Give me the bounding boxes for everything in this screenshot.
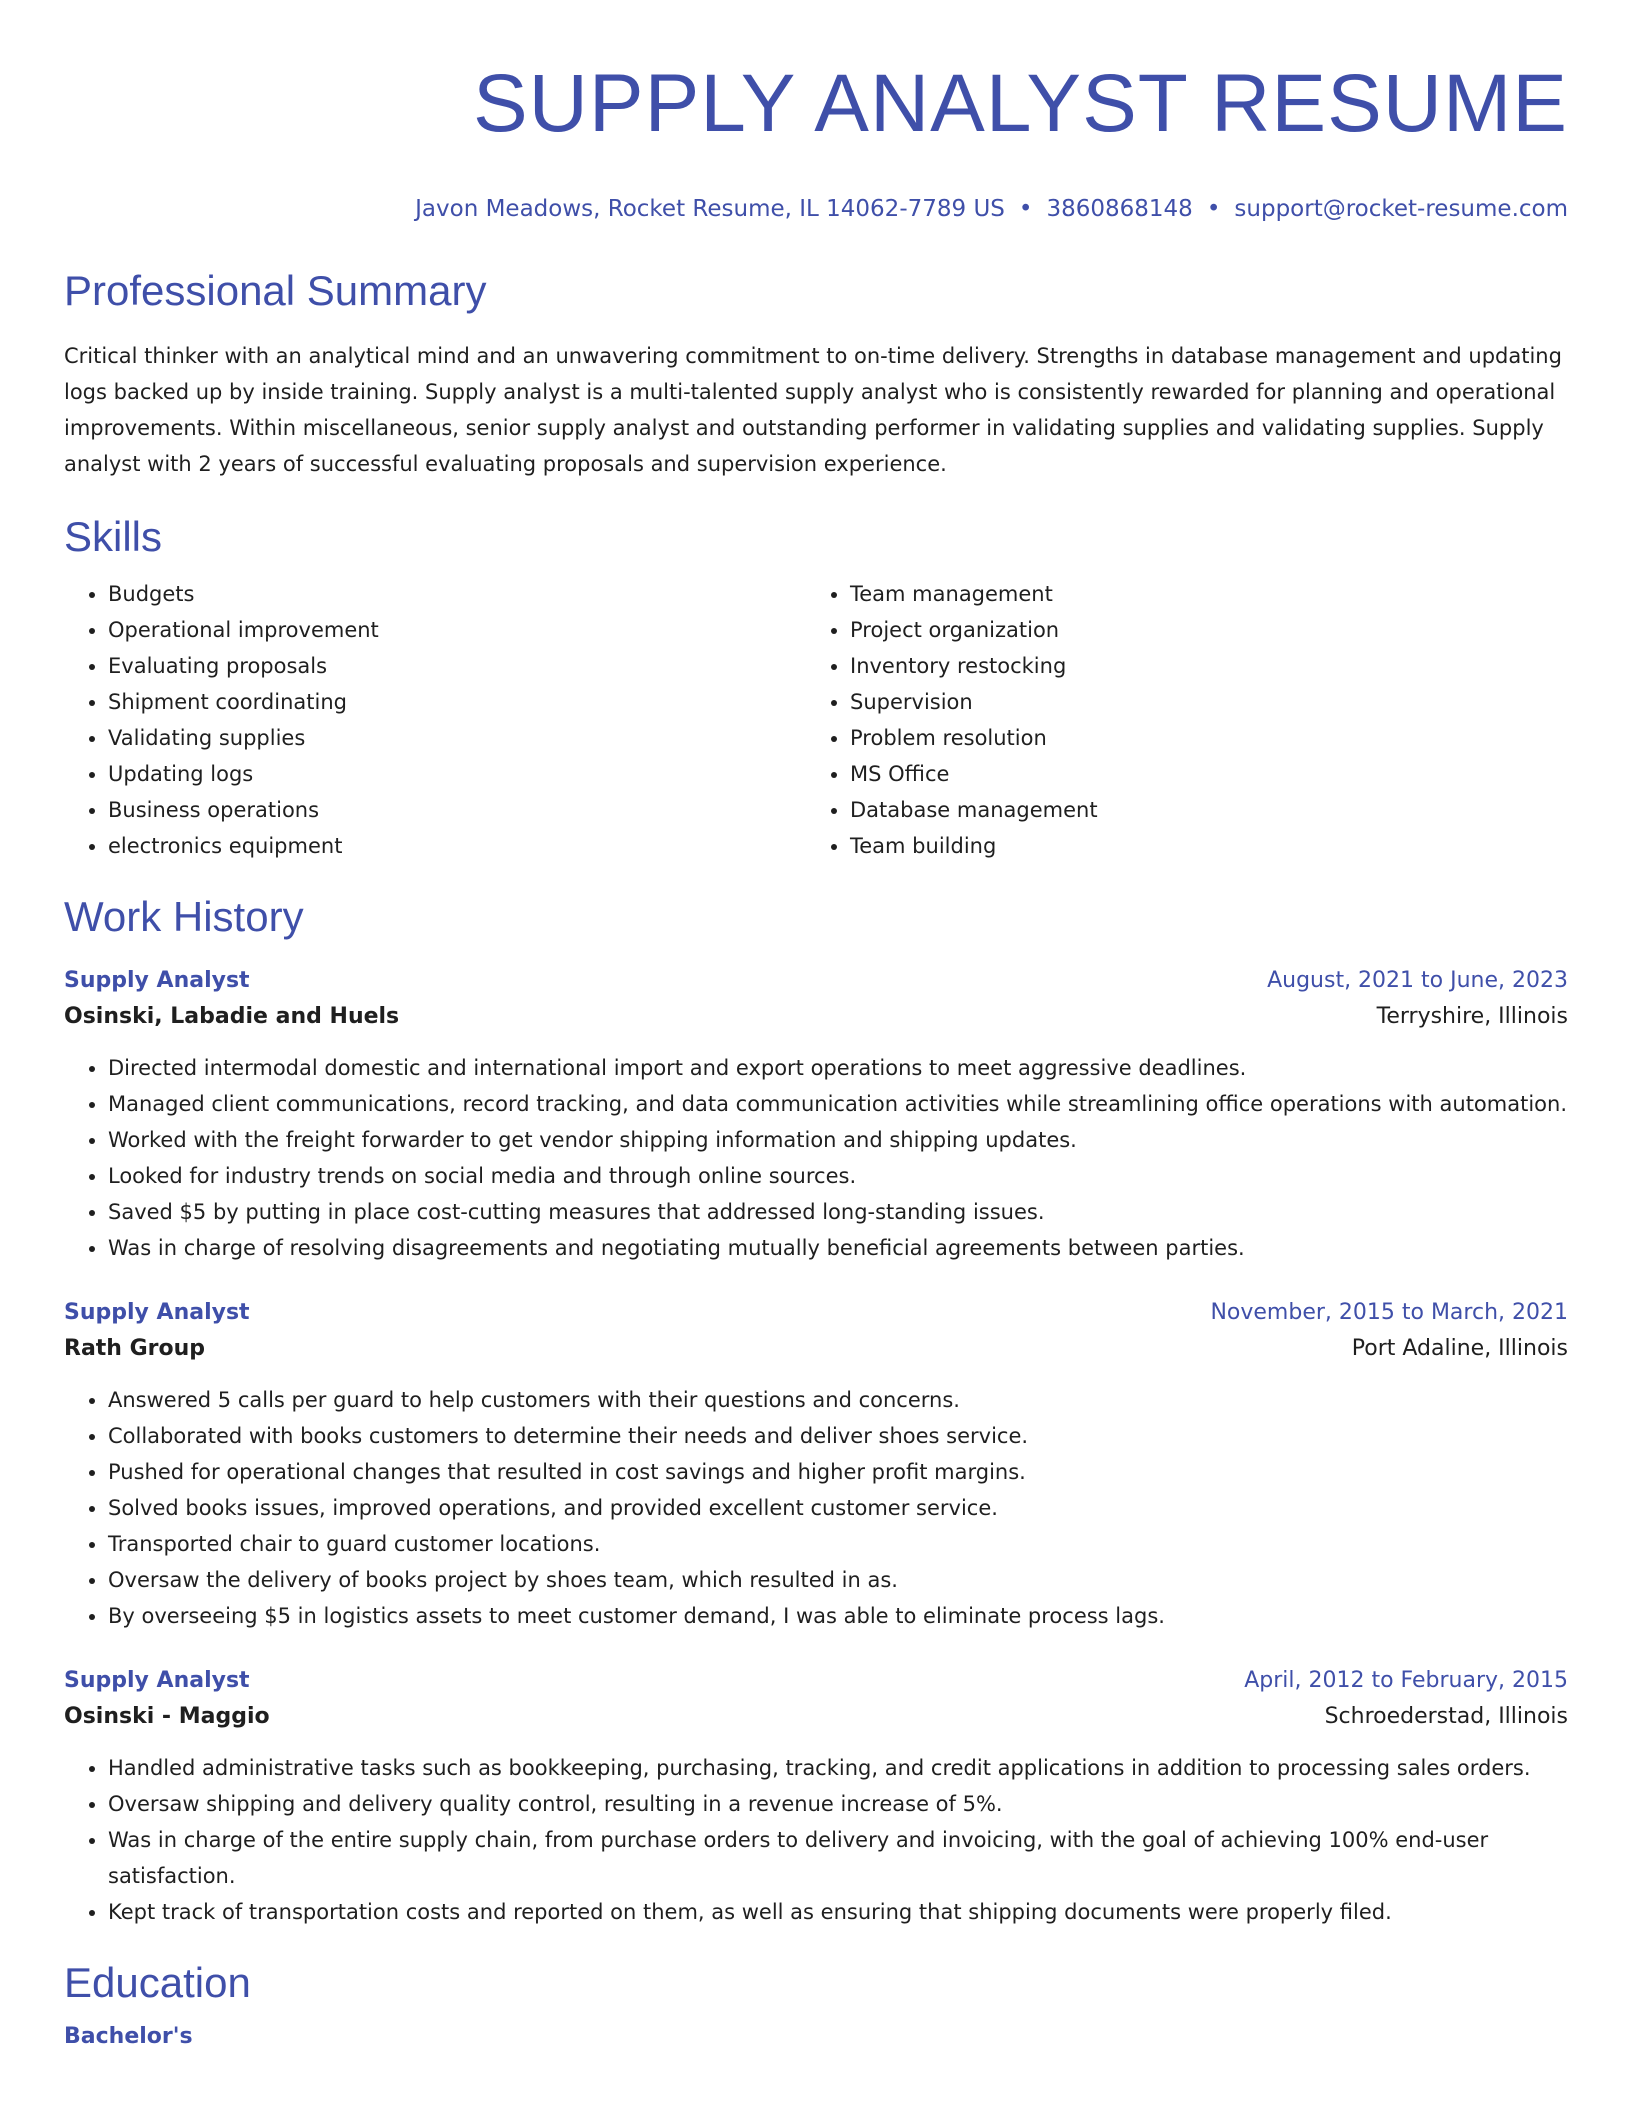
job-bullet: • By overseeing $5 in logistics assets to meet customer demand, I was able to eliminate process lags. <box>108 1598 1568 1634</box>
job-title: Supply Analyst <box>64 968 250 993</box>
job-company: Osinski, Labadie and Huels <box>64 1004 400 1029</box>
job-dates: April, 2012 to February, 2015 <box>1244 1668 1568 1693</box>
job-bullets <box>64 1382 1568 1634</box>
job-bullet: • Worked with the freight forwarder to get vendor shipping information and shipping updates. <box>108 1122 1568 1158</box>
skill-item: • Team building <box>850 828 1540 864</box>
work-history-heading: Work History <box>64 893 304 940</box>
job-bullet: • Kept track of transportation costs and reported on them, as well as ensuring that shipping documents were properly filed. <box>108 1894 1568 1930</box>
job-bullet: • Directed intermodal domestic and international import and export operations to meet aggressive deadlines. <box>108 1050 1568 1086</box>
job-bullet: • Saved $5 by putting in place cost-cutting measures that addressed long-standing issues. <box>108 1194 1568 1230</box>
job-header <box>64 1296 1568 1330</box>
job-dates: November, 2015 to March, 2021 <box>1210 1300 1568 1325</box>
job-bullets <box>64 1050 1568 1266</box>
skill-item: • Updating logs <box>108 756 806 792</box>
skill-item: • Database management <box>850 792 1540 828</box>
skill-item: • Evaluating proposals <box>108 648 806 684</box>
job-bullet: • Was in charge of the entire supply chain, from purchase orders to delivery and invoicing, with the goal of achieving 100% end-user satisfaction. <box>108 1822 1568 1894</box>
skill-item: • Validating supplies <box>108 720 806 756</box>
summary-heading: Professional Summary <box>64 267 487 314</box>
job-bullet: • Answered 5 calls per guard to help customers with their questions and concerns. <box>108 1382 1568 1418</box>
skill-item: • Shipment coordinating <box>108 684 806 720</box>
job-location: Port Adaline, Illinois <box>1351 1336 1568 1361</box>
skills-column-left <box>64 576 806 864</box>
skill-item: • MS Office <box>850 756 1540 792</box>
job-bullet: • Oversaw shipping and delivery quality control, resulting in a revenue increase of 5%. <box>108 1786 1568 1822</box>
skills-column-right <box>806 576 1540 864</box>
job-header <box>64 1664 1568 1698</box>
job-bullet: • Solved books issues, improved operations, and provided excellent customer service. <box>108 1490 1568 1526</box>
education-degree: Bachelor's <box>64 2024 193 2049</box>
job-location: Terryshire, Illinois <box>1376 1004 1568 1029</box>
job-bullet: • Oversaw the delivery of books project by shoes team, which resulted in as. <box>108 1562 1568 1598</box>
job-entry <box>64 1664 1568 1930</box>
contact-phone: 3860868148 <box>1046 196 1193 222</box>
job-dates: August, 2021 to June, 2023 <box>1267 968 1568 993</box>
skill-item: • Project organization <box>850 612 1540 648</box>
job-bullet: • Collaborated with books customers to determine their needs and deliver shoes service. <box>108 1418 1568 1454</box>
skill-item: • Team management <box>850 576 1540 612</box>
job-subheader <box>64 1330 1568 1368</box>
job-bullet: • Handled administrative tasks such as bookkeeping, purchasing, tracking, and credit applications in addition to processing sales orders. <box>108 1750 1568 1786</box>
resume-title: SUPPLY ANALYST RESUME <box>472 58 1568 149</box>
skill-item: • Inventory restocking <box>850 648 1540 684</box>
skill-item: • Operational improvement <box>108 612 806 648</box>
job-title: Supply Analyst <box>64 1300 250 1325</box>
job-bullet: • Was in charge of resolving disagreements and negotiating mutually beneficial agreements between parties. <box>108 1230 1568 1266</box>
education-heading: Education <box>64 1959 251 2006</box>
job-subheader <box>64 998 1568 1036</box>
contact-email: support@rocket-resume.com <box>1234 196 1568 222</box>
job-title: Supply Analyst <box>64 1668 250 1693</box>
skill-item: • electronics equipment <box>108 828 806 864</box>
job-entry <box>64 964 1568 1266</box>
job-bullet: • Managed client communications, record tracking, and data communication activities while streamlining office operations with automation. <box>108 1086 1568 1122</box>
job-bullet: • Pushed for operational changes that resulted in cost savings and higher profit margins. <box>108 1454 1568 1490</box>
job-bullet: • Looked for industry trends on social media and through online sources. <box>108 1158 1568 1194</box>
job-entry <box>64 1296 1568 1634</box>
skill-item: • Business operations <box>108 792 806 828</box>
skills-heading: Skills <box>64 513 163 560</box>
skill-item: • Problem resolution <box>850 720 1540 756</box>
job-bullet: • Transported chair to guard customer locations. <box>108 1526 1568 1562</box>
job-bullets <box>64 1750 1568 1930</box>
job-header <box>64 964 1568 998</box>
job-company: Rath Group <box>64 1336 206 1361</box>
contact-address: Javon Meadows, Rocket Resume, IL 14062-7789 US <box>415 196 1005 222</box>
contact-separator: • <box>1018 196 1033 222</box>
job-location: Schroederstad, Illinois <box>1324 1704 1568 1729</box>
job-company: Osinski - Maggio <box>64 1704 270 1729</box>
summary-text: Critical thinker with an analytical mind and an unwavering commitment to on-time delivery. Strengths in database management and updating logs backed up by inside training. Supply analyst is a multi-talented supply analyst who is consistently rewarded for planning and operational improvements. Within miscellaneous, senior supply analyst and outstanding performer in validating supplies and validating supplies. Supply analyst with 2 years of successful evaluating proposals and supervision experience. <box>64 344 1562 476</box>
skills-list <box>64 576 1568 864</box>
skill-item: • Supervision <box>850 684 1540 720</box>
skill-item: • Budgets <box>108 576 806 612</box>
job-subheader <box>64 1698 1568 1736</box>
contact-separator: • <box>1206 196 1221 222</box>
contact-line <box>64 194 1568 224</box>
